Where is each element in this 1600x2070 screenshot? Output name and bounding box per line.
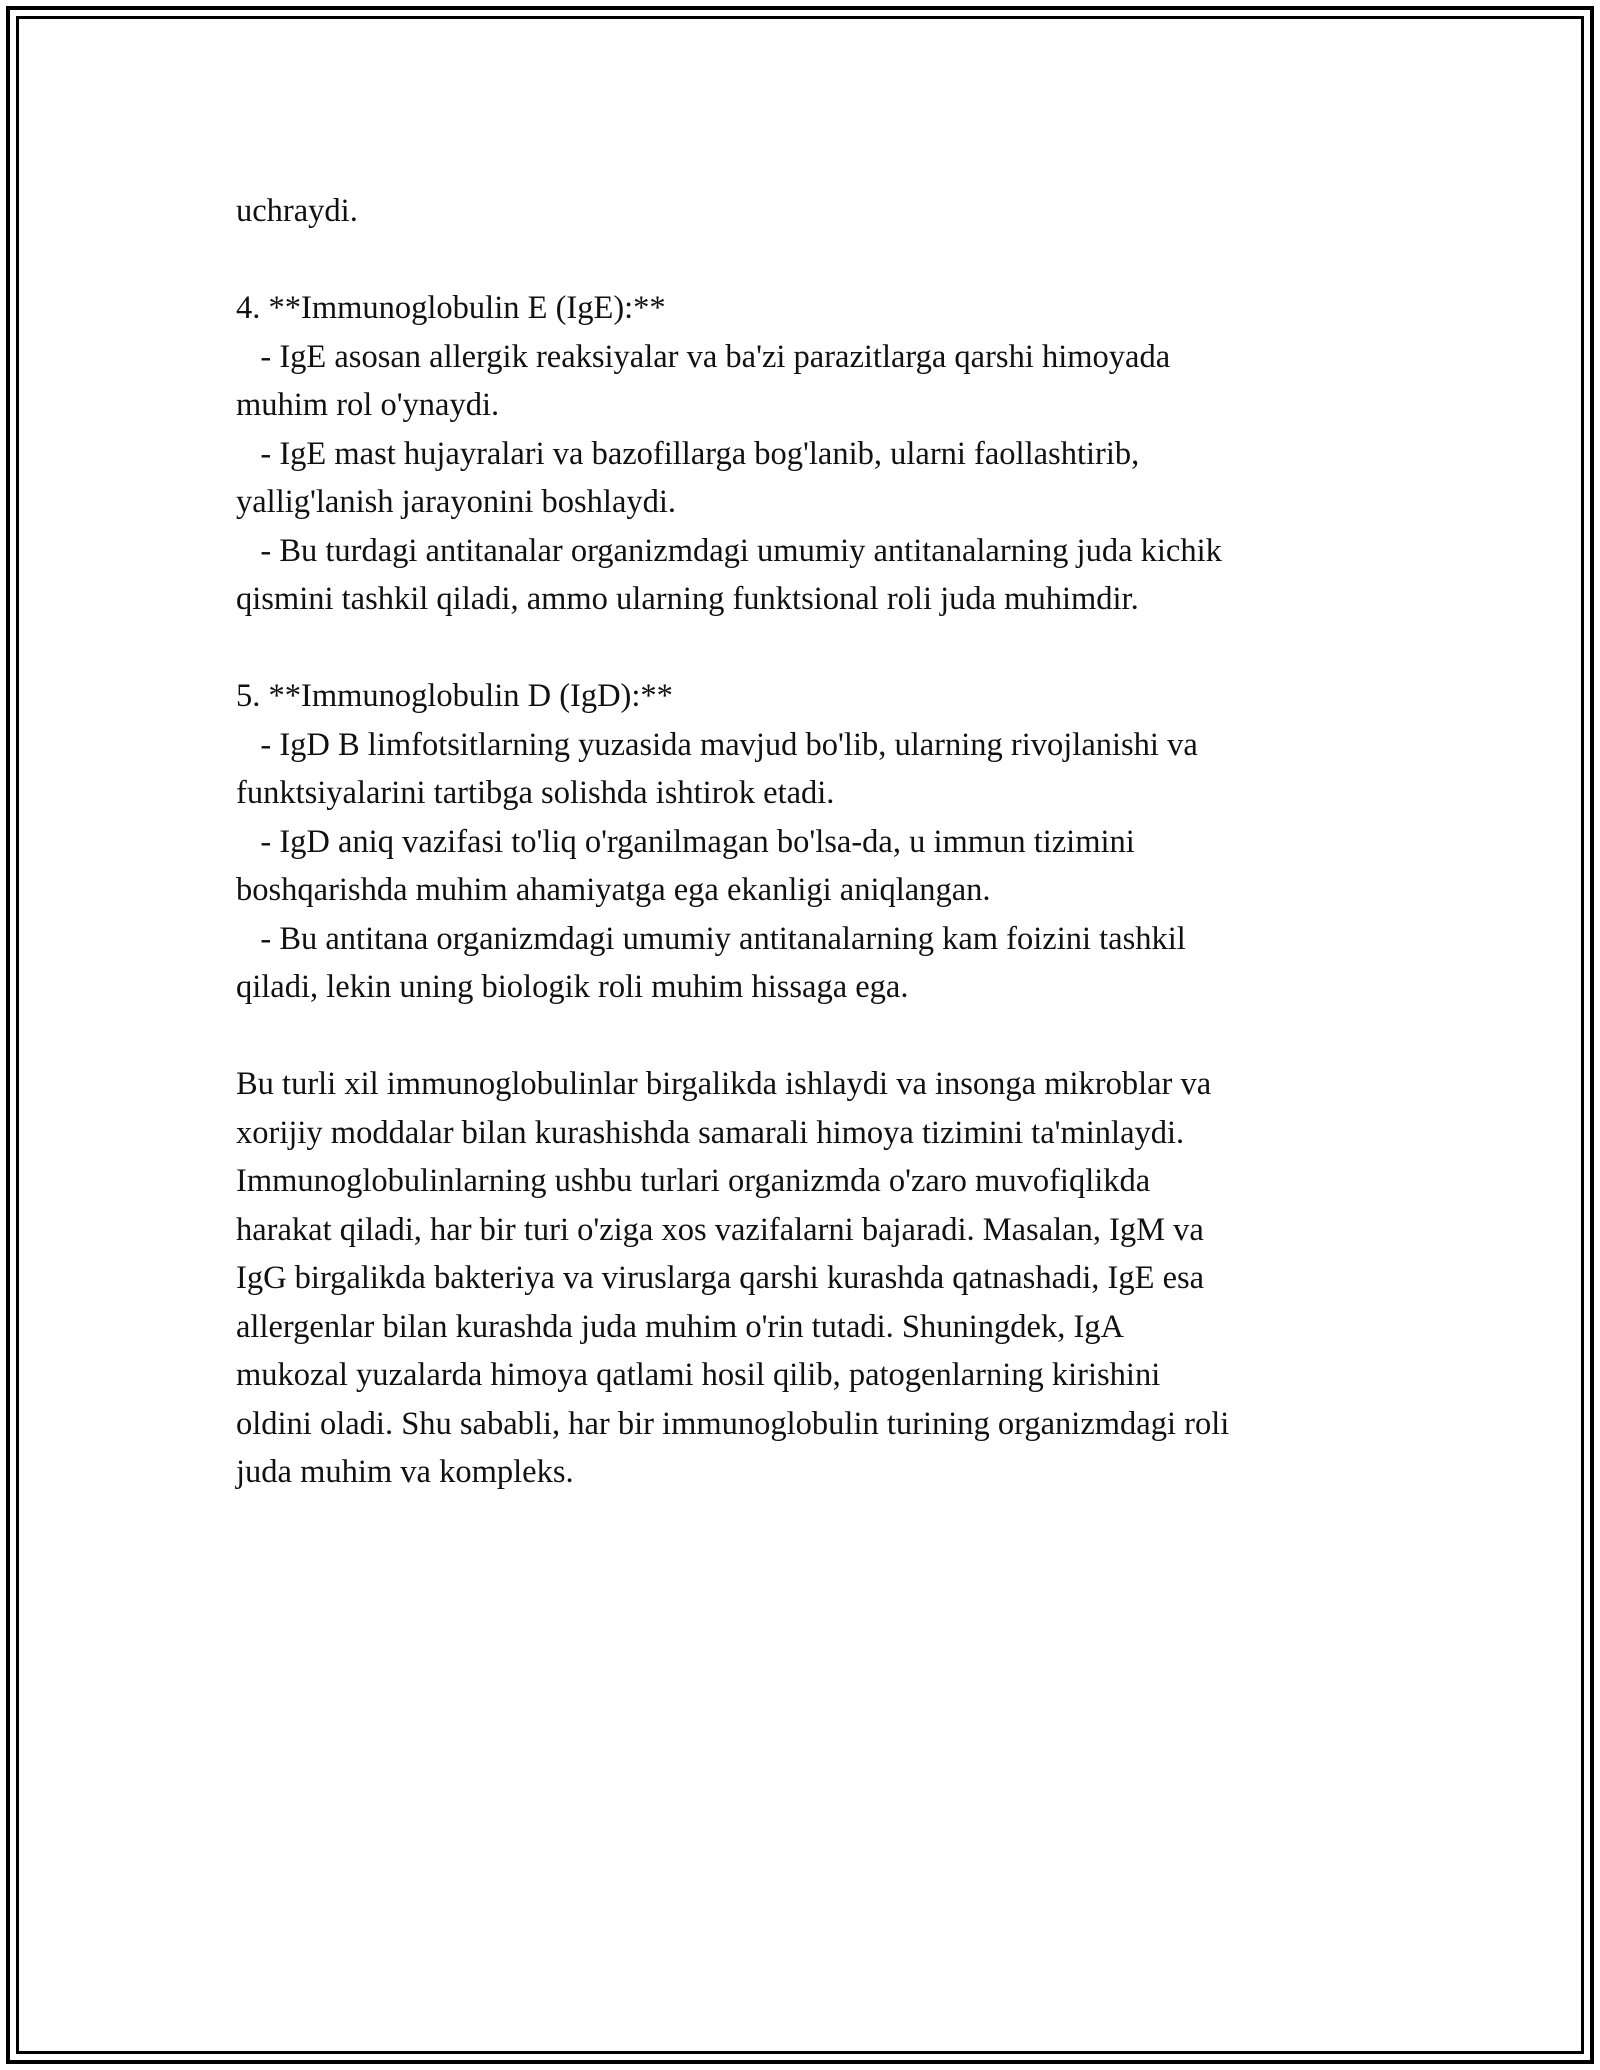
summary-line: Bu turli xil immunoglobulinlar birgalikda ishlaydi va insonga mikroblar va xyxy=(236,1066,1212,1102)
document-body xyxy=(236,187,1376,1497)
text-line: - IgD B limfotsitlarning yuzasida mavjud bo'lib, ularning rivojlanishi va xyxy=(236,726,1198,763)
summary-line: xorijiy moddalar bilan kurashishda samarali himoya tizimini ta'minlaydi. xyxy=(236,1114,1185,1151)
text-line: - IgD aniq vazifasi to'liq o'rganilmagan bo'lsa-da, u immun tizimini xyxy=(236,823,1135,860)
summary-line: IgG birgalikda bakteriya va viruslarga qarshi kurashda qatnashadi, IgE esa xyxy=(236,1260,1205,1296)
text-line: - Bu turdagi antitanalar organizmdagi umumiy antitanalarning juda kichik xyxy=(236,532,1222,569)
text-line: boshqarishda muhim ahamiyatga ega ekanligi aniqlangan. xyxy=(236,872,991,908)
text-line: funktsiyalarini tartibga solishda ishtirok etadi. xyxy=(236,775,835,811)
text-line: uchraydi. xyxy=(236,193,358,229)
blank-line xyxy=(236,1012,1376,1061)
section-heading-igd: 5. **Immunoglobulin D (IgD):** xyxy=(236,678,673,714)
blank-line xyxy=(236,624,1376,673)
text-line: qiladi, lekin uning biologik roli muhim hissaga ega. xyxy=(236,969,909,1005)
summary-line: oldini oladi. Shu sababli, har bir immunoglobulin turining organizmdagi roli xyxy=(236,1405,1230,1442)
text-line: qismini tashkil qiladi, ammo ularning funktsional roli juda muhimdir. xyxy=(236,581,1139,617)
text-line: yallig'lanish jarayonini boshlaydi. xyxy=(236,484,677,520)
text-line: - IgE mast hujayralari va bazofillarga bog'lanib, ularni faollashtirib, xyxy=(236,435,1140,472)
summary-line: mukozal yuzalarda himoya qatlami hosil qilib, patogenlarning kirishini xyxy=(236,1357,1161,1393)
section-heading-ige: 4. **Immunoglobulin E (IgE):** xyxy=(236,290,666,326)
text-line: muhim rol o'ynaydi. xyxy=(236,387,500,423)
summary-line: allergenlar bilan kurashda juda muhim o'rin tutadi. Shuningdek, IgA xyxy=(236,1308,1124,1345)
blank-line xyxy=(236,236,1376,285)
summary-line: Immunoglobulinlarning ushbu turlari organizmda o'zaro muvofiqlikda xyxy=(236,1163,1151,1199)
text-line: - Bu antitana organizmdagi umumiy antitanalarning kam foizini tashkil xyxy=(236,920,1186,957)
summary-line: harakat qiladi, har bir turi o'ziga xos vazifalarni bajaradi. Masalan, IgM va xyxy=(236,1211,1204,1248)
summary-line: juda muhim va kompleks. xyxy=(236,1454,574,1490)
text-line: - IgE asosan allergik reaksiyalar va ba'zi parazitlarga qarshi himoyada xyxy=(236,338,1171,375)
